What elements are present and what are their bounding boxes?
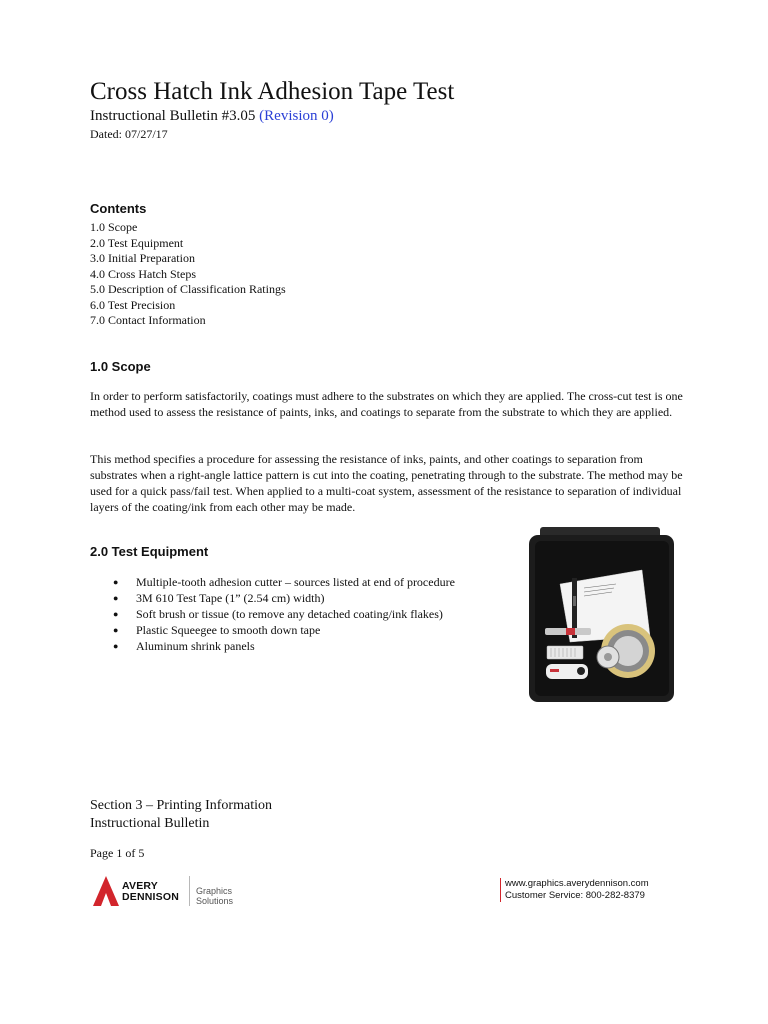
division-line-1: Graphics <box>196 886 233 896</box>
contents-list <box>90 220 286 329</box>
test-kit-case-image <box>528 526 676 704</box>
equipment-item: ● Soft brush or tissue (to remove any detached coating/ink flakes) <box>113 606 455 622</box>
test-equipment-list <box>113 574 455 654</box>
contents-item: 6.0 Test Precision <box>90 297 176 312</box>
logo-word-dennison: DENNISON <box>122 891 180 903</box>
page-number: Page 1 of 5 <box>90 846 145 860</box>
contents-heading: Contents <box>90 201 147 216</box>
scope-paragraph-1: In order to perform satisfactorily, coatings must adhere to the substrates on which they are applied. The cross-cut test is one method used to assess the resistance of paints, inks, and coatings to separate from the substrate to which they are applied. <box>90 389 683 419</box>
division-line-2: Solutions <box>196 896 234 906</box>
footer-section-label: Section 3 – Printing Information <box>90 798 272 813</box>
equipment-item: ● Multiple-tooth adhesion cutter – sources listed at end of procedure <box>113 574 455 590</box>
contents-item: 3.0 Initial Preparation <box>90 251 195 265</box>
contents-item: 4.0 Cross Hatch Steps <box>90 266 196 281</box>
equipment-item: ● 3M 610 Test Tape (1” (2.54 cm) width) <box>113 590 455 606</box>
scope-paragraph-2: This method specifies a procedure for assessing the resistance of inks, paints, and other coatings to separation from substrates when a right-angle lattice pattern is cut into the coating, penetrating through to the substrate. The method may be used for a quick pass/fail test. When applied to a multi-coat system, assessment of the resistance to separation of individual layers of the coating/ink from each other may be made. <box>90 452 683 514</box>
contents-item: 2.0 Test Equipment <box>90 235 184 250</box>
contents-item: 1.0 Scope <box>90 220 138 234</box>
revision-label: (Revision 0) <box>259 108 334 124</box>
footer-bulletin-label: Instructional Bulletin <box>90 816 210 831</box>
document-title: Cross Hatch Ink Adhesion Tape Test <box>90 78 455 105</box>
equipment-item: ● Aluminum shrink panels <box>113 638 455 654</box>
contents-item: 7.0 Contact Information <box>90 313 206 327</box>
equipment-item: ● Plastic Squeegee to smooth down tape <box>113 622 455 638</box>
logo-divider <box>189 876 190 906</box>
avery-dennison-mark-icon <box>93 876 119 906</box>
document-subtitle <box>90 107 334 125</box>
bulletin-number: Instructional Bulletin #3.05 <box>90 108 256 124</box>
scope-heading: 1.0 Scope <box>90 359 151 374</box>
avery-dennison-logo <box>93 874 243 910</box>
contact-block <box>500 878 649 902</box>
website-link[interactable]: www.graphics.averydennison.com <box>505 878 649 889</box>
dated-line: Dated: 07/27/17 <box>90 127 168 141</box>
contents-item: 5.0 Description of Classification Ratings <box>90 282 286 296</box>
test-equipment-heading: 2.0 Test Equipment <box>90 544 209 559</box>
logo-word-avery: AVERY <box>122 880 159 892</box>
customer-service-phone: Customer Service: 800-282-8379 <box>505 890 645 901</box>
